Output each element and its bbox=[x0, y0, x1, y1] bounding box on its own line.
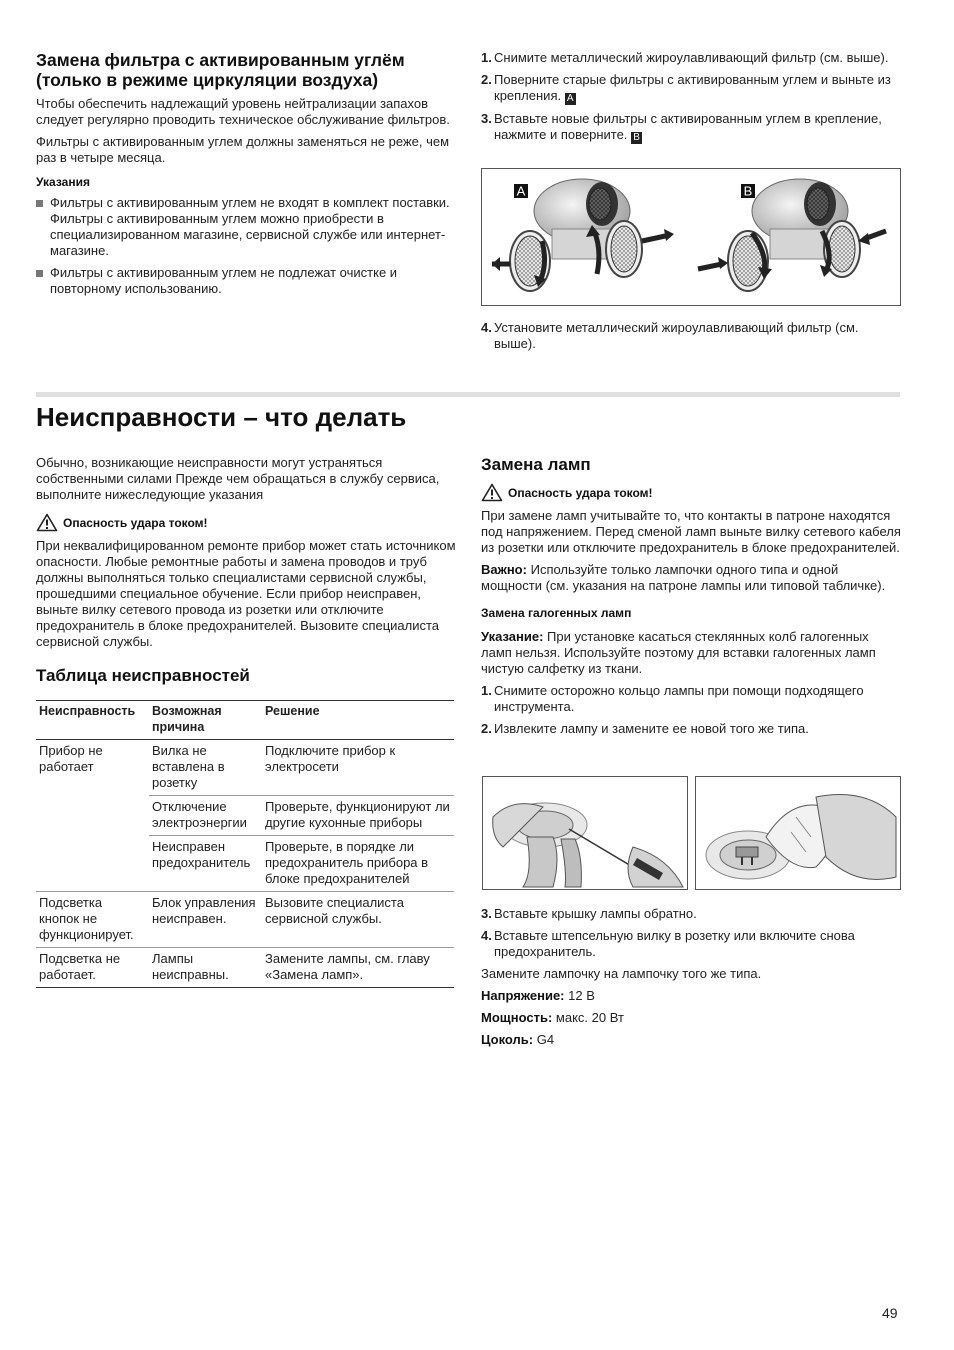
faults-table bbox=[36, 700, 454, 988]
table-row bbox=[36, 740, 454, 796]
table-cell-fault: Подсветка не работает. bbox=[36, 948, 149, 988]
table-header-cell: Возможная причина bbox=[149, 701, 262, 740]
lamps-warning-text: При замене ламп учитывайте то, что контакты в патроне находятся под напряжением. Перед сменой ламп выньте вилку сетевого кабеля из розетки или отключите предохранитель в блоке предохранителей. bbox=[481, 508, 901, 555]
spec-power: Мощность: макс. 20 Вт bbox=[481, 1010, 624, 1025]
notes-heading: Указания bbox=[36, 175, 90, 189]
lamp-step-item: 4. Вставьте штепсельную вилку в розетку или включите снова предохранитель. bbox=[481, 928, 855, 959]
section-divider bbox=[36, 392, 900, 397]
figure-ref-b: B bbox=[631, 132, 642, 144]
table-cell-fix: Проверьте, функционируют ли другие кухонные приборы bbox=[262, 796, 454, 836]
carbon-steps-after bbox=[481, 320, 901, 358]
replace-lamp-text: Замените лампочку на лампочку того же типа. bbox=[481, 966, 762, 981]
step-item: 1. Снимите металлический жироулавливающий фильтр (см. выше). bbox=[481, 50, 889, 65]
step-item: 4. Установите металлический жироулавливающий фильтр (см. выше). bbox=[481, 320, 859, 351]
step-item: 3. Вставьте новые фильтры с активированным углем в крепление, нажмите и поверните. B bbox=[481, 111, 882, 143]
panel-b-label: B bbox=[743, 183, 753, 199]
carbon-steps bbox=[481, 50, 901, 150]
table-cell-cause: Блок управления неисправен. bbox=[149, 892, 262, 948]
bullet-square-icon bbox=[36, 200, 43, 207]
figure-panel-a bbox=[492, 179, 674, 291]
halogen-heading: Замена галогенных ламп bbox=[481, 606, 632, 620]
lamps-warning: Опасность удара током! bbox=[481, 483, 901, 502]
table-cell-cause: Отключение электроэнергии bbox=[149, 796, 262, 836]
lamp-ring-removal-figure bbox=[482, 776, 688, 890]
table-cell-fault bbox=[36, 836, 149, 892]
bulb-replacement-illustration bbox=[696, 777, 900, 889]
table-row bbox=[36, 836, 454, 892]
spec-voltage: Напряжение: 12 В bbox=[481, 988, 595, 1003]
table-cell-cause: Неисправен предохранитель bbox=[149, 836, 262, 892]
table-cell-fault: Прибор не работает bbox=[39, 743, 103, 774]
warning-triangle-icon bbox=[481, 483, 503, 502]
lamp-step-item: 2. Извлеките лампу и замените ее новой того же типа. bbox=[481, 721, 809, 736]
lamps-section-continued bbox=[481, 906, 901, 1054]
spec-base: Цоколь: G4 bbox=[481, 1032, 555, 1047]
step-item: 2. Поверните старые фильтры с активированным углем и выньте из крепления. A bbox=[481, 72, 891, 104]
faults-warning: Опасность удара током! bbox=[36, 513, 456, 532]
figure-panel-b bbox=[698, 179, 886, 291]
lamp-step-item: 3. Вставьте крышку лампы обратно. bbox=[481, 906, 697, 921]
bullet-square-icon bbox=[36, 270, 43, 277]
carbon-filter-title: Замена фильтра с активированным углём (только в режиме циркуляции воздуха) bbox=[36, 50, 405, 90]
carbon-paragraph-1: Чтобы обеспечить надлежащий уровень нейтрализации запахов следует регулярно проводить техническое обслуживание фильтров. bbox=[36, 96, 450, 127]
lamps-title: Замена ламп bbox=[481, 455, 591, 474]
table-cell-cause: Лампы неисправны. bbox=[149, 948, 262, 988]
note-item: Фильтры с активированным углем не подлежат очистке и повторному использованию. bbox=[36, 265, 454, 297]
warning-triangle-icon bbox=[36, 513, 58, 532]
note-item: Фильтры с активированным углем не входят в комплект поставки. Фильтры с активированным углем можно приобрести в специализированном магазине, сервисной службе или интернет-магазине. bbox=[36, 195, 454, 259]
page-number: 49 bbox=[882, 1305, 898, 1321]
table-header-cell: Неисправность bbox=[36, 701, 149, 740]
carbon-filter-illustration bbox=[482, 169, 900, 305]
table-row bbox=[36, 948, 454, 988]
carbon-filter-section bbox=[36, 50, 454, 303]
table-cell-fix: Замените лампы, см. главу «Замена ламп». bbox=[262, 948, 454, 988]
lamps-important: Важно: Используйте только лампочки одного типа и одной мощности (см. указания на патроне лампы или типовой табличке). bbox=[481, 562, 886, 593]
table-cell-cause: Вилка не вставлена в розетку bbox=[149, 740, 262, 796]
table-cell-fix: Подключите прибор к электросети bbox=[262, 740, 454, 796]
faults-table-title: Таблица неисправностей bbox=[36, 666, 250, 685]
lamps-section bbox=[481, 455, 901, 743]
table-cell-fix: Вызовите специалиста сервисной службы. bbox=[262, 892, 454, 948]
carbon-filter-figure bbox=[481, 168, 901, 306]
faults-section bbox=[36, 455, 456, 988]
halogen-note: Указание: При установке касаться стеклянных колб галогенных ламп нельзя. Используйте поэтому для вставки галогенных ламп чистую салфетку из ткани. bbox=[481, 629, 876, 676]
ring-removal-illustration bbox=[483, 777, 687, 889]
table-row bbox=[36, 796, 454, 836]
carbon-paragraph-2: Фильтры с активированным углем должны заменяться не реже, чем раз в четыре месяца. bbox=[36, 134, 450, 165]
lamp-bulb-replacement-figure bbox=[695, 776, 901, 890]
table-header-row bbox=[36, 701, 454, 740]
lamp-step-item: 1. Снимите осторожно кольцо лампы при помощи подходящего инструмента. bbox=[481, 683, 864, 714]
table-header-cell: Решение bbox=[262, 701, 454, 740]
panel-a-label: A bbox=[516, 183, 526, 199]
figure-ref-a: A bbox=[565, 93, 576, 105]
faults-warning-text: При неквалифицированном ремонте прибор может стать источником опасности. Любые ремонтные работы и замена проводов и труб должны выполняться только специалистами сервисной службы, прошедшими специальное обучение. Если прибор неисправен, выньте вилку сетевого провода из розетки или отключите предохранитель в блоке предохранителей. Вызовите специалиста сервисной службы. bbox=[36, 538, 456, 649]
faults-title: Неисправности – что делать bbox=[36, 402, 407, 432]
table-cell-fault: Подсветка кнопок не функционирует. bbox=[36, 892, 149, 948]
faults-intro: Обычно, возникающие неисправности могут устраняться собственными силами Прежде чем обращаться в службу сервиса, выполните нижеследующие указания bbox=[36, 455, 440, 502]
table-cell-fix: Проверьте, в порядке ли предохранитель прибора в блоке предохранителей bbox=[262, 836, 454, 892]
table-row bbox=[36, 892, 454, 948]
table-cell-fault bbox=[36, 796, 149, 836]
